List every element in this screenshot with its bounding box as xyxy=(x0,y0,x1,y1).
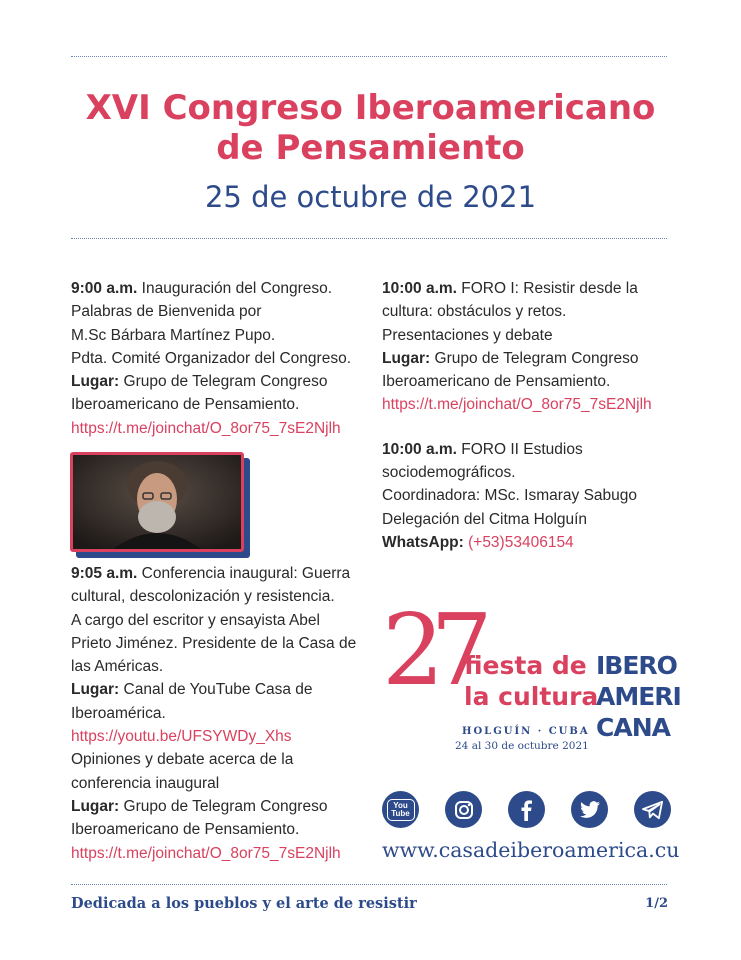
session-time: 9:05 a.m. xyxy=(71,565,138,582)
facebook-glyph xyxy=(517,799,537,821)
location-text: Grupo de Telegram Congreso xyxy=(430,349,639,367)
whatsapp-label: WhatsApp: xyxy=(382,533,464,551)
youtube-icon[interactable] xyxy=(382,791,419,828)
session-line: cultural, descolonización y resistencia. xyxy=(71,588,335,606)
festival-logo-text xyxy=(464,650,598,712)
festival-logo-number: 27 xyxy=(382,594,479,708)
logo-line-cultura: la cultura xyxy=(464,682,599,711)
session-line: Opiniones y debate acerca de la xyxy=(71,751,294,769)
website-link[interactable]: www.casadeiberoamerica.cu xyxy=(382,838,680,862)
festival-dates: 24 al 30 de octubre 2021 xyxy=(455,740,589,752)
page-title xyxy=(0,88,741,168)
session-line: conferencia inaugural xyxy=(71,774,220,792)
session-line: A cargo del escritor y ensayista Abel xyxy=(71,611,320,629)
logo-ibero-3: CANA xyxy=(596,713,670,742)
session-line: Palabras de Bienvenida por xyxy=(71,303,262,321)
location-label: Lugar: xyxy=(71,373,120,391)
session-line: Prieto Jiménez. Presidente de la Casa de xyxy=(71,634,357,652)
youtube-icon-label: You Tube xyxy=(387,799,415,821)
left-column xyxy=(71,277,371,440)
forum-time: 10:00 a.m. xyxy=(382,440,457,458)
forum-line: Presentaciones y debate xyxy=(382,326,553,344)
title-line-2: de Pensamiento xyxy=(216,128,525,168)
speaker-photo xyxy=(70,452,244,552)
session-title: Inauguración del Congreso. xyxy=(137,280,333,297)
footer-tagline: Dedicada a los pueblos y el arte de resistir xyxy=(71,895,417,912)
telegram-link[interactable]: https://t.me/joinchat/O_8or75_7sE2Njlh xyxy=(382,396,652,414)
telegram-glyph xyxy=(642,800,664,820)
top-divider xyxy=(71,56,667,57)
session-title: Conferencia inaugural: Guerra xyxy=(137,565,351,582)
twitter-icon[interactable] xyxy=(571,791,608,828)
facebook-icon[interactable] xyxy=(508,791,545,828)
forum-title: FORO II Estudios xyxy=(456,440,583,458)
location-text: Grupo de Telegram Congreso xyxy=(119,373,328,391)
logo-ibero-2: AMERI xyxy=(596,682,681,711)
header-divider xyxy=(71,238,667,239)
forum-line: Delegación del Citma Holguín xyxy=(382,510,588,528)
forum-line: cultura: obstáculos y retos. xyxy=(382,303,567,321)
forum-title: FORO I: Resistir desde la xyxy=(456,280,638,297)
logo-line-fiesta: fiesta de xyxy=(464,651,587,680)
forum-line: Coordinadora: MSc. Ismaray Sabugo xyxy=(382,487,638,505)
location-text: Iberoamericano de Pensamiento. xyxy=(71,396,300,414)
left-column-lower xyxy=(71,562,371,865)
location-text: Iberoamericano de Pensamiento. xyxy=(71,821,300,839)
location-text: Grupo de Telegram Congreso xyxy=(119,797,328,815)
festival-logo-ibero xyxy=(596,650,681,743)
instagram-glyph xyxy=(454,800,474,820)
instagram-icon[interactable] xyxy=(445,791,482,828)
twitter-glyph xyxy=(579,801,601,819)
location-label: Lugar: xyxy=(71,797,120,815)
session-line: M.Sc Bárbara Martínez Pupo. xyxy=(71,326,276,344)
location-label: Lugar: xyxy=(382,349,431,367)
telegram-link[interactable]: https://t.me/joinchat/O_8or75_7sE2Njlh xyxy=(71,844,341,862)
festival-location: HOLGUÍN · CUBA xyxy=(462,726,590,737)
session-line: Pdta. Comité Organizador del Congreso. xyxy=(71,349,352,367)
youtube-link[interactable]: https://youtu.be/UFSYWDy_Xhs xyxy=(71,728,292,746)
whatsapp-number[interactable]: (+53)53406154 xyxy=(463,533,574,551)
location-text: Iberoamericano de Pensamiento. xyxy=(382,373,611,391)
footer-divider xyxy=(71,884,667,885)
right-column xyxy=(382,277,682,554)
location-label: Lugar: xyxy=(71,681,120,699)
telegram-icon[interactable] xyxy=(634,791,671,828)
location-text: Canal de YouTube Casa de xyxy=(119,681,313,699)
forum-line: sociodemográficos. xyxy=(382,464,516,482)
forum-time: 10:00 a.m. xyxy=(382,280,457,297)
portrait-image xyxy=(73,455,241,549)
session-time: 9:00 a.m. xyxy=(71,280,138,297)
title-line-1: XVI Congreso Iberoamericano xyxy=(85,88,656,128)
logo-ibero-1: IBERO xyxy=(596,651,677,680)
event-date: 25 de octubre de 2021 xyxy=(204,180,537,214)
telegram-link[interactable]: https://t.me/joinchat/O_8or75_7sE2Njlh xyxy=(71,419,341,437)
session-line: las Américas. xyxy=(71,658,164,676)
location-text: Iberoamérica. xyxy=(71,704,166,722)
page-number: 1/2 xyxy=(645,896,668,911)
